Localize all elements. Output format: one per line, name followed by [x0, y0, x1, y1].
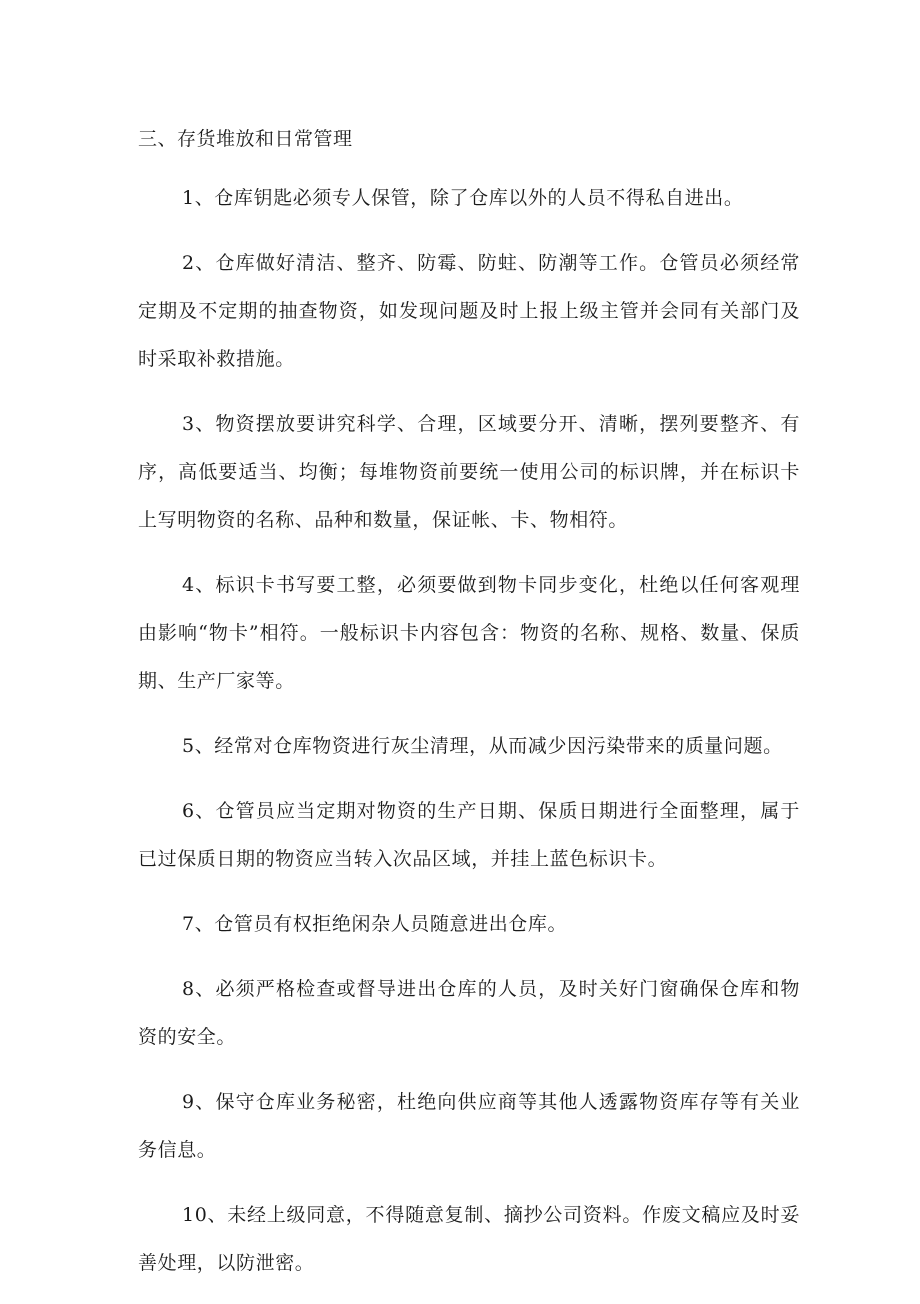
paragraph-4: 4、标识卡书写要工整，必须要做到物卡同步变化，杜绝以任何客观理由影响“物卡”相符。一般标识卡内容包含：物资的名称、规格、数量、保质期、生产厂家等。	[138, 574, 800, 692]
paragraph-7: 7、仓管员有权拒绝闲杂人员随意进出仓库。	[182, 913, 568, 935]
paragraph-1: 1、仓库钥匙必须专人保管，除了仓库以外的人员不得私自进出。	[182, 187, 744, 209]
document-body	[138, 120, 800, 1304]
paragraph-10: 10、未经上级同意，不得随意复制、摘抄公司资料。作废文稿应及时妥善处理，以防泄密。	[138, 1204, 800, 1274]
paragraph-8: 8、必须严格检查或督导进出仓库的人员，及时关好门窗确保仓库和物资的安全。	[138, 978, 800, 1048]
paragraph-3: 3、物资摆放要讲究科学、合理，区域要分开、清晰，摆列要整齐、有序，高低要适当、均衡；每堆物资前要统一使用公司的标识牌，并在标识卡上写明物资的名称、品种和数量，保证帐、卡、物相符。	[138, 413, 800, 531]
section-heading: 三、存货堆放和日常管理	[138, 128, 353, 150]
paragraph-2: 2、仓库做好清洁、整齐、防霉、防蛀、防潮等工作。仓管员必须经常定期及不定期的抽查物资，如发现问题及时上报上级主管并会同有关部门及时采取补救措施。	[138, 252, 800, 370]
paragraph-6: 6、仓管员应当定期对物资的生产日期、保质日期进行全面整理，属于已过保质日期的物资应当转入次品区域，并挂上蓝色标识卡。	[138, 800, 800, 870]
paragraph-9: 9、保守仓库业务秘密，杜绝向供应商等其他人透露物资库存等有关业务信息。	[138, 1091, 800, 1161]
paragraph-5: 5、经常对仓库物资进行灰尘清理，从而减少因污染带来的质量问题。	[182, 735, 783, 757]
